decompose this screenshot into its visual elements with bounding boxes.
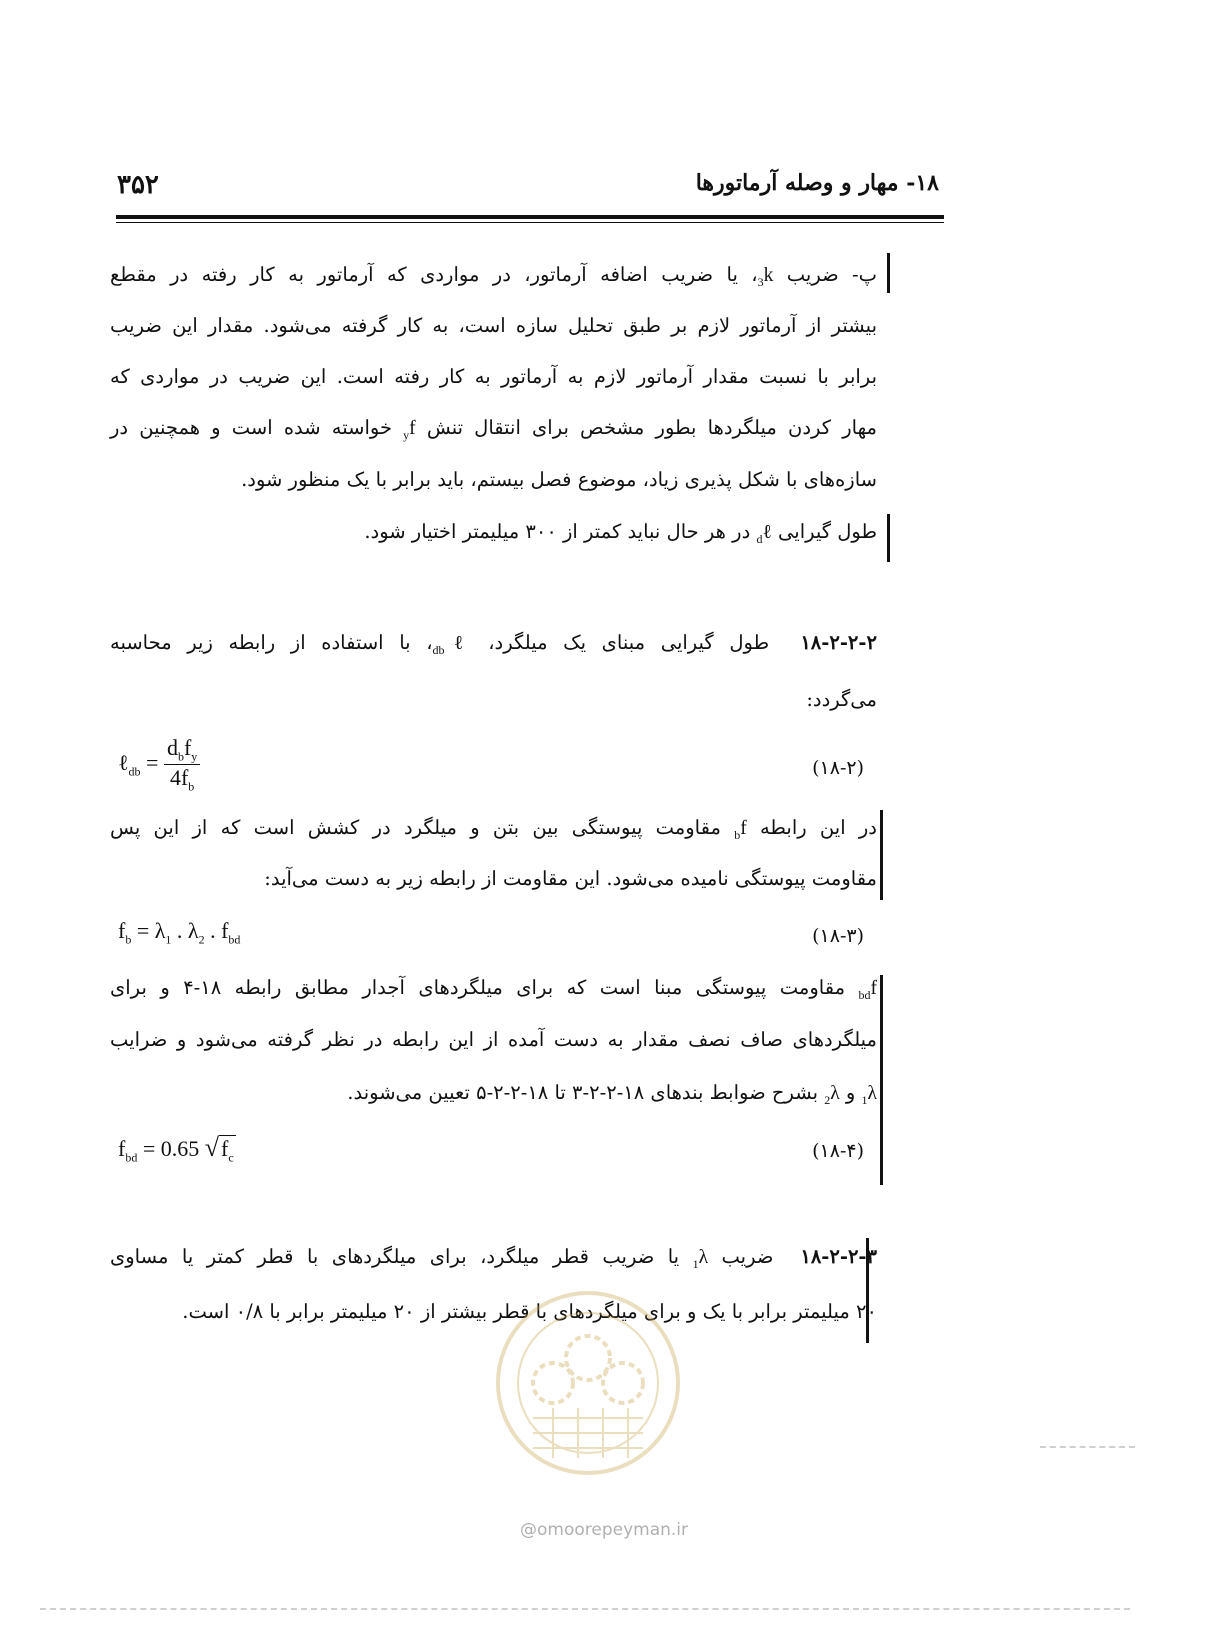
header-rule <box>116 215 944 219</box>
page-number: ۳۵۲ <box>117 170 159 200</box>
section-heading-18-2-2-2: ۱۸-۲-۲-۲ طول گیرایی مبنای یک میلگرد، ℓ$_{db}$، با استفاده از رابطه زیر محاسبه <box>110 631 877 657</box>
scan-artifact <box>40 1608 1130 1610</box>
paragraph-line: ۲۰ میلیمتر برابر با یک و برای میلگردهای با قطر بیشتر از ۲۰ میلیمتر برابر با ۰/۸ است. <box>182 1300 877 1323</box>
change-bar <box>887 253 890 293</box>
equation-18-2: ℓ$_{db}$ = $\frac{d_bf_y}{4f_b}$ <box>118 735 200 795</box>
watermark-url: @omoorepeyman.ir <box>520 1520 689 1540</box>
paragraph-line: در این رابطه $f_b$ مقاومت پیوستگی بین بتن و میلگرد در کشش است که از این پس <box>110 816 877 842</box>
equation-number: (۱۸-۲) <box>812 757 864 779</box>
paragraph-line: برابر با نسبت مقدار آرماتور لازم به آرماتور به کار رفته است. این ضریب در مواردی که <box>110 365 877 388</box>
equation-number: (۱۸-۴) <box>812 1140 864 1162</box>
scan-artifact <box>1040 1446 1135 1448</box>
paragraph-line: مهار کردن میلگردها بطور مشخص برای انتقال تنش $f_y$ خواسته شده است و همچنین در <box>110 416 877 442</box>
paragraph-line: پ- ضریب $k_3،$ یا ضریب اضافه آرماتور، در مواردی که آرماتور به کار رفته در مقطع <box>110 263 877 289</box>
change-bar <box>880 810 883 900</box>
paragraph-line: سازه‌های با شکل پذیری زیاد، موضوع فصل بیستم، باید برابر با یک منظور شود. <box>241 468 877 491</box>
paragraph-line: بیشتر از آرماتور لازم بر طبق تحلیل سازه است، به کار گرفته می‌شود. مقدار این ضریب <box>110 314 877 337</box>
paragraph-line: $\lambda_1$ و $\lambda_2$ بشرح ضوابط بندهای ۱۸-۲-۲-۳ تا ۱۸-۲-۲-۵ تعیین می‌شوند. <box>347 1081 877 1107</box>
equation-number: (۱۸-۳) <box>812 925 864 947</box>
equation-18-3: $f_b = \lambda_1$ . $\lambda_2$ . $f_{bd}$ <box>118 918 241 947</box>
chapter-title: ۱۸- مهار و وصله آرماتورها <box>695 170 939 196</box>
seal-logo-icon <box>493 1288 683 1478</box>
header-rule-thin <box>116 222 944 223</box>
equation-18-4: $f_{bd} = 0.65$ $√f_c$ <box>118 1133 234 1165</box>
paragraph-line: $f_{bd}$ مقاومت پیوستگی مبنا است که برای میلگردهای آجدار مطابق رابطه ۱۸-۴ و برای <box>110 976 877 1002</box>
min-length-line: طول گیرایی ℓ$_d$ در هر حال نباید کمتر از ۳۰۰ میلیمتر اختیار شود. <box>364 520 877 546</box>
paragraph-line: مقاومت پیوستگی نامیده می‌شود. این مقاومت از رابطه زیر به دست می‌آید: <box>264 867 877 890</box>
section-heading-18-2-2-3: ۱۸-۲-۲-۳ ضریب $\lambda_1$ یا ضریب قطر میلگرد، برای میلگردهای با قطر کمتر یا مساوی <box>110 1245 877 1271</box>
change-bar <box>887 514 890 562</box>
paragraph-line: می‌گردد: <box>806 688 877 711</box>
paragraph-line: میلگردهای صاف نصف مقدار به دست آمده از این رابطه در نظر گرفته می‌شود و ضرایب <box>110 1028 877 1051</box>
change-bar <box>880 975 883 1185</box>
